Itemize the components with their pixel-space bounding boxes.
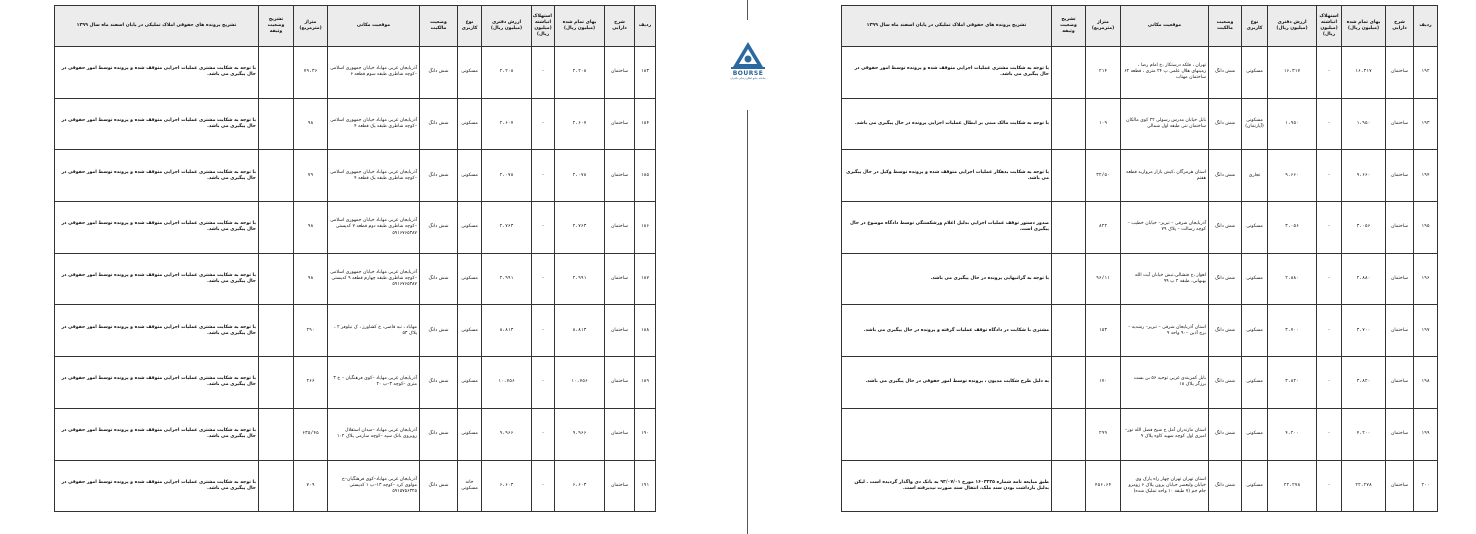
cell-full-cost: ۴،۲۰۰ [1342, 408, 1386, 460]
cell-usage: خانه مسکونی [458, 460, 482, 512]
cell-legal: صدور دستور توقف عملیات اجرایی بدلیل اعلام ورشکستگی توسط دادگاه موضوع در حال پیگیری است. [842, 202, 1052, 254]
cell-usage: مسکونی [458, 47, 482, 99]
cell-usage: مسکونی [1242, 202, 1268, 254]
cell-ownership: شش دانگ [420, 305, 458, 357]
cell-legal: به دلیل طرح شکایت مدیون ، پرونده توسط امور حقوقی در حال پیگیری می باشد. [842, 357, 1052, 409]
cell-location: آذربایجان غربی مهاباد خیابان جمهوری اسلامی –کوچه شاطری طبقه سوم قطعه ۶ [328, 47, 420, 99]
cell-location: استان مازندران آمل خ شیخ فضل الله نور–امیری اول کوچه شهید کاوه پلاک ۹ [1121, 408, 1209, 460]
cell-usage: مسکونی [1242, 460, 1268, 512]
cell-asset: ساختمان [605, 253, 635, 305]
cell-area: ۸۲۲ [1086, 202, 1121, 254]
cell-legal: طبق مبایعه نامه شماره ۱۶۰۳۲۲۵ مورخ ۹۳/۰۷/۰۱ به بانک دی واگذار گردیده است . لیکن بدلیل بازداشت بودن سند ملک، انتقال سند صورت نپذیرفته است. [842, 460, 1052, 512]
cell-depreciation: - [532, 357, 555, 409]
left-assets-table [54, 5, 656, 512]
cell-book-value: ۲،۹۹۱ [482, 253, 532, 305]
cell-row-number: ۱۸۷ [635, 253, 656, 305]
table-row [842, 305, 1438, 357]
cell-area: ۹۸ [294, 253, 328, 305]
cell-location: استان تهران تهران چهار راه پارک وی خیابان ولیعصر خیابان پرون پلاک ۶ زومرو جام جم (۷ طبقه ۱۰ واحد تملیک شده) [1121, 460, 1209, 512]
cell-area: ۹۸ [294, 98, 328, 150]
cell-area: ۲۶۶ [294, 357, 328, 409]
cell-book-value: ۲،۰۷۸ [482, 150, 532, 202]
cell-asset: ساختمان [1386, 305, 1414, 357]
cell-collateral [1052, 98, 1086, 150]
cell-full-cost: ۲،۶۰۷ [555, 98, 605, 150]
cell-location: اهواز ،خ فتشالی،نبش خیابان آیت الله بهبهانی، طبقه ۲ پ ۹۹ [1121, 253, 1209, 305]
header-location: موقعیت مکانی [1121, 6, 1209, 47]
table-row [55, 98, 656, 150]
cell-usage: مسکونی [458, 202, 482, 254]
cell-legal: با توجه به شکایت مشتری عملیات اجرایی متوقف شده و پرونده توسط امور حقوقی در حال پیگیری می باشد. [55, 253, 259, 305]
cell-usage: مسکونی [1242, 357, 1268, 409]
cell-area: ۴۵۶،۶۴ [1086, 460, 1121, 512]
cell-ownership: شش دانگ [1209, 357, 1242, 409]
cell-depreciation: - [1317, 408, 1342, 460]
cell-usage: مسکونی [1242, 408, 1268, 460]
cell-area: ۱۷۰ [1086, 357, 1121, 409]
table-row [55, 202, 656, 254]
bourse-logo [727, 40, 769, 86]
header-usage: نوع کاربری [1242, 6, 1268, 47]
table-row [55, 150, 656, 202]
cell-depreciation: - [532, 202, 555, 254]
cell-collateral [1052, 202, 1086, 254]
cell-area: ۲۹۹ [1086, 408, 1121, 460]
cell-area: ۷۹،۳۶ [294, 47, 328, 99]
cell-full-cost: ۶،۶۰۳ [555, 460, 605, 512]
cell-usage: مسکونی [1242, 305, 1268, 357]
cell-depreciation: - [532, 98, 555, 150]
header-row-number: ردیف [635, 6, 656, 47]
cell-location: آذربایجان غربی مهاباد خیابان جمهوری اسلامی –کوچه شاطری طبقه چهارم قطعه ۹ کدپستی ۵۹۱۶۷۶۵۳۸۷ [328, 253, 420, 305]
table-header-row [55, 6, 656, 47]
right-assets-table [841, 5, 1438, 512]
header-depreciation: استهلاک انباشته (میلیون ریال) [532, 6, 555, 47]
cell-full-cost: ۳،۷۰۰ [1342, 305, 1386, 357]
cell-legal: با توجه به شکایت بدهکار عملیات اجرایی متوقف شده و پرونده توسط وکیل در حال پیگیری می باشد. [842, 150, 1052, 202]
header-book-value: ارزش دفتری (میلیون ریال) [1268, 6, 1317, 47]
logo-sub-text: سامانه جامع اطلاع رسانی ناشران [730, 77, 766, 80]
cell-book-value: ۹،۶۶۰ [1268, 150, 1317, 202]
table-row [842, 202, 1438, 254]
page-divider-top [747, 0, 748, 20]
cell-usage: مسکونی [1242, 47, 1268, 99]
cell-legal: مشتری با شکایت در دادگاه توقف عملیات گرفته و پرونده در حال پیگیری می باشد. [842, 305, 1052, 357]
cell-location: آذربایجان غربی مهاباد–کوی فرهنگیان–خ مولوی کرد –کوچه ۱۳–پ ۱ کدپستی ۵۹۱۵۷۵۶۳۲۵ [328, 460, 420, 512]
cell-asset: ساختمان [605, 47, 635, 99]
cell-usage: تجاری [1242, 150, 1268, 202]
table-row [842, 47, 1438, 99]
cell-usage: مسکونی [458, 253, 482, 305]
cell-book-value: ۲،۷۶۳ [482, 202, 532, 254]
cell-row-number: ۱۹۷ [1414, 305, 1438, 357]
header-location: موقعیت مکانی [328, 6, 420, 47]
cell-depreciation: - [1317, 150, 1342, 202]
cell-legal: با توجه به شکایت مشتری عملیات اجرایی متوقف شده و پرونده توسط امور حقوقی در حال پیگیری می باشد. [55, 305, 259, 357]
cell-ownership: شش دانگ [1209, 202, 1242, 254]
cell-book-value: ۲۲،۲۷۸ [1268, 460, 1317, 512]
cell-collateral [259, 305, 294, 357]
cell-legal: با توجه به گرانبهایی پرونده در حال پیگیری می باشد. [842, 253, 1052, 305]
cell-depreciation: - [1317, 202, 1342, 254]
header-asset: شرح دارایی [605, 6, 635, 47]
cell-book-value: ۴،۲۰۰ [1268, 408, 1317, 460]
table-row [55, 253, 656, 305]
cell-ownership: شش دانگ [420, 202, 458, 254]
logo-brand-text: BOURSE [732, 70, 764, 77]
cell-row-number: ۱۹۰ [635, 408, 656, 460]
left-table-body [55, 47, 656, 512]
cell-usage: مسکونی [458, 150, 482, 202]
cell-asset: ساختمان [1386, 98, 1414, 150]
cell-ownership: شش دانگ [1209, 150, 1242, 202]
cell-asset: ساختمان [1386, 47, 1414, 99]
cell-book-value: ۲،۸۸۰ [1268, 253, 1317, 305]
cell-depreciation: - [532, 305, 555, 357]
cell-collateral [259, 408, 294, 460]
cell-ownership: شش دانگ [420, 98, 458, 150]
cell-full-cost: ۲،۰۷۸ [555, 150, 605, 202]
cell-row-number: ۱۹۸ [1414, 357, 1438, 409]
cell-book-value: ۸،۸۱۳ [482, 305, 532, 357]
cell-legal: با توجه به شکایت مالک مبنی بر ابطال عملیات اجرایی پرونده در حال پیگیری می باشد. [842, 98, 1052, 150]
cell-asset: ساختمان [605, 150, 635, 202]
cell-asset: ساختمان [605, 202, 635, 254]
cell-row-number: ۱۹۳ [1414, 98, 1438, 150]
header-book-value: ارزش دفتری (میلیون ریال) [482, 6, 532, 47]
cell-book-value: ۳،۰۵۶ [1268, 202, 1317, 254]
cell-legal: با توجه به شکایت مشتری عملیات اجرایی متوقف شده و پرونده توسط امور حقوقی در حال پیگیری می باشد. [55, 202, 259, 254]
cell-legal: با توجه به شکایت مشتری عملیات اجرایی متوقف شده و پرونده توسط امور حقوقی در حال پیگیری می باشد. [55, 98, 259, 150]
cell-ownership: شش دانگ [1209, 253, 1242, 305]
cell-usage: مسکونی [1242, 253, 1268, 305]
cell-collateral [259, 357, 294, 409]
cell-full-cost: ۲۲،۲۷۸ [1342, 460, 1386, 512]
cell-row-number: ۱۹۱ [635, 460, 656, 512]
bourse-logo-icon [727, 40, 769, 70]
cell-area: ۱۰۹ [1086, 98, 1121, 150]
cell-full-cost: ۲،۹۹۱ [555, 253, 605, 305]
cell-location: مهاباد ، نبه قاضی، خ کشاورز ، ک نیلوفر ۲ ، پلاک ۵۳ [328, 305, 420, 357]
cell-collateral [259, 47, 294, 99]
cell-full-cost: ۹،۹۶۶ [555, 408, 605, 460]
cell-full-cost: ۹،۶۶۰ [1342, 150, 1386, 202]
right-page [841, 5, 1437, 512]
cell-full-cost: ۳،۰۵۶ [1342, 202, 1386, 254]
cell-collateral [259, 253, 294, 305]
cell-asset: ساختمان [605, 305, 635, 357]
header-full-cost: بهای تمام شده (میلیون ریال) [555, 6, 605, 47]
cell-usage: مسکونی [458, 357, 482, 409]
cell-legal: با توجه به شکایت مشتری عملیات اجرایی متوقف شده و پرونده توسط امور حقوقی در حال پیگیری می باشد. [842, 47, 1052, 99]
cell-full-cost: ۲،۲۰۸ [555, 47, 605, 99]
cell-legal: با توجه به شکایت مشتری عملیات اجرایی متوقف شده و پرونده توسط امور حقوقی در حال پیگیری می باشد. [55, 408, 259, 460]
header-usage: نوع کاربری [458, 6, 482, 47]
cell-book-value: ۹،۹۶۶ [482, 408, 532, 460]
cell-ownership: شش دانگ [1209, 47, 1242, 99]
left-page [54, 5, 655, 512]
cell-depreciation: - [1317, 47, 1342, 99]
cell-location: آذربایجان غربی مهاباد خیابان جمهوری اسلامی –کوچه شاطری طبقه دوم قطعه ۷ کدپستی ۵۹۱۶۷۶۵۳۸۷ [328, 202, 420, 254]
cell-ownership: شش دانگ [1209, 98, 1242, 150]
cell-usage: مسکونی (آپارتمان) [1242, 98, 1268, 150]
cell-depreciation: - [1317, 460, 1342, 512]
cell-asset: ساختمان [1386, 357, 1414, 409]
cell-area: ۱۵۳ [1086, 305, 1121, 357]
cell-asset: ساختمان [605, 98, 635, 150]
cell-collateral [1052, 253, 1086, 305]
cell-collateral [259, 202, 294, 254]
cell-full-cost: ۸،۸۱۳ [555, 305, 605, 357]
cell-depreciation: - [1317, 98, 1342, 150]
cell-location: آذربایجان غربی مهاباد –کوی فرهنگیان – خ ۳ متری –کوچه ۳–پ ۲۰ [328, 357, 420, 409]
cell-area: ۹۶/۱۱ [1086, 253, 1121, 305]
cell-collateral [259, 150, 294, 202]
header-area: متراژ (مترمربع) [1086, 6, 1121, 47]
cell-area: ۷۹ [294, 150, 328, 202]
cell-area: ۲۱۴ [1086, 47, 1121, 99]
cell-collateral [1052, 150, 1086, 202]
header-full-cost: بهای تمام شده (میلیون ریال) [1342, 6, 1386, 47]
cell-row-number: ۱۹۵ [1414, 202, 1438, 254]
cell-legal: با توجه به شکایت مشتری عملیات اجرایی متوقف شده و پرونده توسط امور حقوقی در حال پیگیری می باشد. [55, 150, 259, 202]
table-row [55, 47, 656, 99]
cell-depreciation: - [1317, 253, 1342, 305]
cell-location: آذربایجان غربی مهاباد خیابان جمهوری اسلامی –کوچه شاطری طبقه یک قطعه ۴ [328, 150, 420, 202]
cell-row-number: ۱۸۶ [635, 202, 656, 254]
cell-legal: با توجه به شکایت مشتری عملیات اجرایی متوقف شده و پرونده توسط امور حقوقی در حال پیگیری می باشد. [55, 460, 259, 512]
cell-book-value: ۱،۹۵۰ [1268, 98, 1317, 150]
cell-legal: با توجه به شکایت مشتری عملیات اجرایی متوقف شده و پرونده توسط امور حقوقی در حال پیگیری می باشد. [55, 47, 259, 99]
cell-asset: ساختمان [605, 357, 635, 409]
cell-book-value: ۳،۷۰۰ [1268, 305, 1317, 357]
table-row [55, 305, 656, 357]
cell-ownership: شش دانگ [1209, 305, 1242, 357]
cell-collateral [1052, 47, 1086, 99]
cell-usage: مسکونی [458, 408, 482, 460]
cell-row-number: ۱۹۶ [1414, 253, 1438, 305]
cell-ownership: شش دانگ [420, 253, 458, 305]
right-table-body [842, 47, 1438, 512]
cell-asset: ساختمان [1386, 408, 1414, 460]
cell-row-number: ۱۸۹ [635, 357, 656, 409]
header-asset: شرح دارایی [1386, 6, 1414, 47]
header-area: متراژ (مترمربع) [294, 6, 328, 47]
cell-area: ۳۲/۵۰ [1086, 150, 1121, 202]
cell-book-value: ۲،۲۰۸ [482, 47, 532, 99]
cell-location: آذربایجان غربی مهاباد –میدان استقلال روبروی بانک سپه –کوچه سارمی پلاک ۱۰۲ [328, 408, 420, 460]
header-row-number: ردیف [1414, 6, 1438, 47]
page-divider-bottom [747, 110, 748, 534]
table-row [842, 253, 1438, 305]
header-ownership: وضعیت مالکیت [1209, 6, 1242, 47]
cell-depreciation: - [532, 460, 555, 512]
cell-book-value: ۶،۶۰۳ [482, 460, 532, 512]
cell-row-number: ۱۸۴ [635, 98, 656, 150]
cell-book-value: ۱۶،۳۱۷ [1268, 47, 1317, 99]
table-row [55, 357, 656, 409]
cell-book-value: ۱۰،۷۵۶ [482, 357, 532, 409]
cell-usage: مسکونی [458, 98, 482, 150]
header-depreciation: استهلاک انباشته (میلیون ریال) [1317, 6, 1342, 47]
header-collateral: تشریح وضعیت وثیقه [1052, 6, 1086, 47]
table-row [842, 460, 1438, 512]
cell-location: استان آذربایجان شرقی – تبریز– رشدیه – برج آذین –۹۰ واحد ۹ [1121, 305, 1209, 357]
cell-collateral [1052, 408, 1086, 460]
table-row [842, 98, 1438, 150]
cell-depreciation: - [1317, 357, 1342, 409]
cell-asset: ساختمان [1386, 150, 1414, 202]
cell-asset: ساختمان [1386, 460, 1414, 512]
cell-asset: ساختمان [1386, 253, 1414, 305]
cell-row-number: ۱۹۴ [1414, 150, 1438, 202]
cell-row-number: ۱۸۳ [635, 47, 656, 99]
table-row [55, 408, 656, 460]
cell-ownership: شش دانگ [1209, 408, 1242, 460]
cell-full-cost: ۱۰،۷۵۶ [555, 357, 605, 409]
cell-ownership: شش دانگ [420, 357, 458, 409]
cell-row-number: ۱۹۹ [1414, 408, 1438, 460]
cell-usage: مسکونی [458, 305, 482, 357]
cell-collateral [1052, 305, 1086, 357]
cell-location: آذربایجان شرقی – تبریز– خیابان خطیب – کوچه رسالت – پلاک ۷۹ [1121, 202, 1209, 254]
cell-area: ۶۳۵/۴۵ [294, 408, 328, 460]
table-row [842, 150, 1438, 202]
header-ownership: وضعیت مالکیت [420, 6, 458, 47]
cell-full-cost: ۱۶،۳۱۷ [1342, 47, 1386, 99]
cell-ownership: شش دانگ [1209, 460, 1242, 512]
cell-collateral [259, 460, 294, 512]
cell-row-number: ۲۰۰ [1414, 460, 1438, 512]
cell-legal [842, 408, 1052, 460]
cell-location: آذربایجان غربی مهاباد خیابان جمهوری اسلامی –کوچه شاطری طبقه یک قطعه ۴ [328, 98, 420, 150]
cell-asset: ساختمان [605, 408, 635, 460]
cell-depreciation: - [532, 253, 555, 305]
cell-row-number: ۱۹۲ [1414, 47, 1438, 99]
table-row [55, 460, 656, 512]
cell-full-cost: ۳،۸۲۰ [1342, 357, 1386, 409]
header-legal: تشریح پرونده های حقوقی املاک تملیکی در پایان اسفند ماه سال ۱۳۹۹ [842, 6, 1052, 47]
header-collateral: تشریح وضعیت وثیقه [259, 6, 294, 47]
cell-depreciation: - [532, 150, 555, 202]
cell-depreciation: - [532, 408, 555, 460]
table-row [842, 357, 1438, 409]
cell-book-value: ۲،۶۰۷ [482, 98, 532, 150]
cell-book-value: ۳،۸۲۰ [1268, 357, 1317, 409]
cell-asset: ساختمان [605, 460, 635, 512]
cell-ownership: شش دانگ [420, 408, 458, 460]
cell-ownership: شش دانگ [420, 47, 458, 99]
cell-location: بابل کمربندی غربی توحید ۵۶ بن بست برزگر پلاک ۱۸ [1121, 357, 1209, 409]
table-row [842, 408, 1438, 460]
cell-collateral [1052, 460, 1086, 512]
cell-depreciation: - [532, 47, 555, 99]
cell-area: ۲۹۰ [294, 305, 328, 357]
cell-full-cost: ۱،۹۵۰ [1342, 98, 1386, 150]
cell-row-number: ۱۸۵ [635, 150, 656, 202]
cell-location: استان هرمزگان ،کیش بازار مروارید قطعه هفتم [1121, 150, 1209, 202]
cell-ownership: شش دانگ [420, 460, 458, 512]
cell-area: ۹۸ [294, 202, 328, 254]
cell-full-cost: ۲،۸۸۰ [1342, 253, 1386, 305]
cell-location: بابل خیابان مدرس رسولی ۲۲ کوی مالکان ساختمان تنی طبقه اول شمالی [1121, 98, 1209, 150]
cell-depreciation: - [1317, 305, 1342, 357]
cell-area: ۷۰۹ [294, 460, 328, 512]
cell-legal: با توجه به شکایت مشتری عملیات اجرایی متوقف شده و پرونده توسط امور حقوقی در حال پیگیری می باشد. [55, 357, 259, 409]
cell-location: تهران ، فلکه درستکار ،خ امام رضا ، زمینهای هلال علمی پ ۲۴ متری ، قطعه ۶۲ ساختمان مهتاب [1121, 47, 1209, 99]
table-header-row [842, 6, 1438, 47]
cell-collateral [1052, 357, 1086, 409]
cell-full-cost: ۲،۷۶۳ [555, 202, 605, 254]
cell-ownership: شش دانگ [420, 150, 458, 202]
header-legal: تشریح پرونده های حقوقی املاک تملیکی در پایان اسفند ماه سال ۱۳۹۹ [55, 6, 259, 47]
cell-asset: ساختمان [1386, 202, 1414, 254]
cell-row-number: ۱۸۸ [635, 305, 656, 357]
cell-collateral [259, 98, 294, 150]
